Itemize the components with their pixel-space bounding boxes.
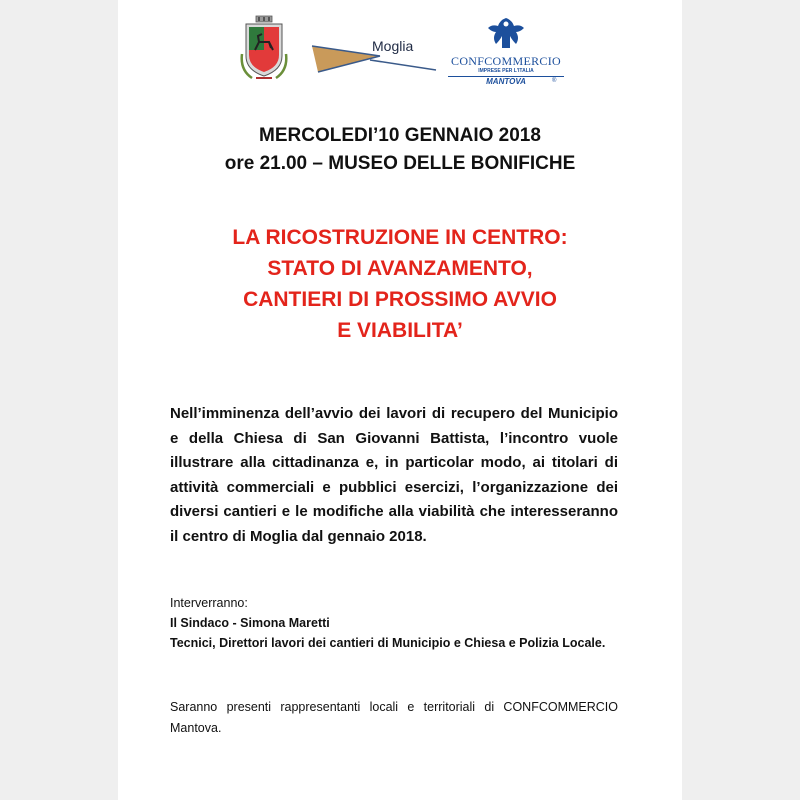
speakers-block xyxy=(170,593,618,653)
intro-paragraph: Nell’imminenza dell’avvio dei lavori di recupero del Municipio e della Chiesa di San Giovanni Battista, l’incontro vuole illustrare alla cittadinanza e, in particolar modo, ai titolari di attività commerciali e pubblici esercizi, l’organizzazione dei diversi cantieri e le modifiche alla viabilità che interesseranno il centro di Moglia dal gennaio 2018. xyxy=(170,405,618,545)
crest-icon xyxy=(238,14,290,82)
headline-line: CANTIERI DI PROSSIMO AVVIO xyxy=(243,288,557,311)
headline-line: STATO DI AVANZAMENTO, xyxy=(267,257,533,280)
headline-line: E VIABILITA’ xyxy=(337,319,463,342)
headline xyxy=(118,222,682,346)
confcommercio-name: CONFCOMMERCIO xyxy=(451,54,561,68)
speakers-label: Interverranno: xyxy=(170,596,248,610)
registered-mark: ® xyxy=(552,78,557,84)
eagle-icon xyxy=(486,14,526,54)
logo-bar xyxy=(118,0,682,110)
event-date: MERCOLEDI’10 GENNAIO 2018 xyxy=(259,125,541,146)
event-time-place: ore 21.00 – MUSEO DELLE BONIFICHE xyxy=(224,153,576,174)
headline-line: LA RICOSTRUZIONE IN CENTRO: xyxy=(232,226,568,249)
closing-paragraph: Saranno presenti rappresentanti locali e territoriali di CONFCOMMERCIO Mantova. xyxy=(170,700,618,735)
speaker-mayor: Il Sindaco - Simona Maretti xyxy=(170,616,330,630)
speaker-technicians: Tecnici, Direttori lavori dei cantieri di Municipio e Chiesa e Polizia Locale. xyxy=(170,636,606,650)
event-datetime xyxy=(118,122,682,178)
confcommercio-tagline: IMPRESE PER L'ITALIA xyxy=(478,68,534,74)
flyer-page xyxy=(118,0,682,800)
confcommercio-city: MANTOVA xyxy=(486,77,526,86)
moglia-label: Moglia xyxy=(372,38,414,54)
confcommercio-logo xyxy=(448,14,564,94)
